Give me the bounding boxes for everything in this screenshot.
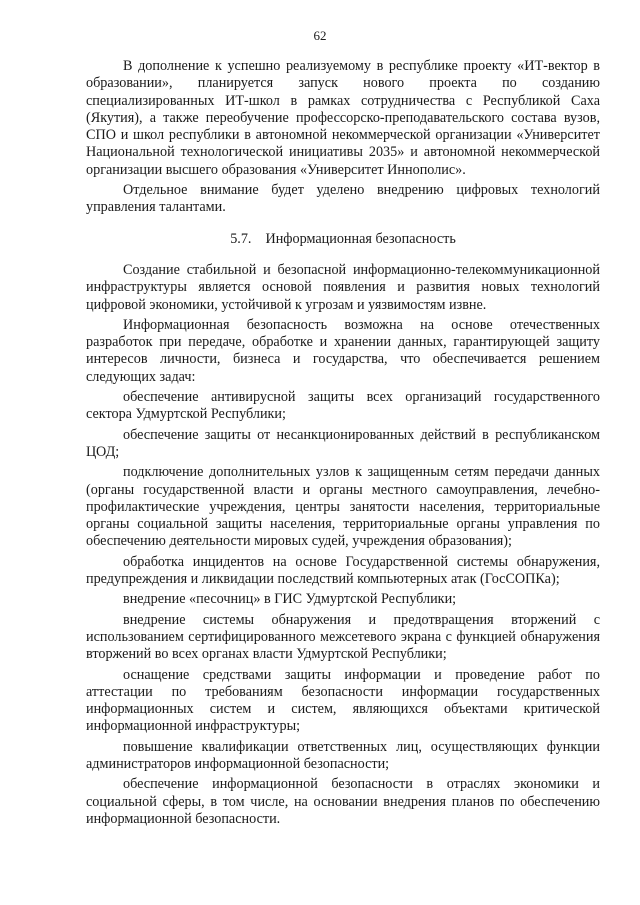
task-item: внедрение системы обнаружения и предотвращения вторжений с использованием сертифицированного межсетевого экрана с функцией обнаружения вторжений во всех органах власти Удмуртской Республики; <box>86 611 600 663</box>
paragraph: Информационная безопасность возможна на основе отечественных разработок при передаче, обработке и хранении данных, гарантирующей защиту интересов личности, бизнеса и государства, что обеспечивается решением следующих задач: <box>86 316 600 385</box>
task-item: повышение квалификации ответственных лиц, осуществляющих функции администраторов информационной безопасности; <box>86 738 600 772</box>
paragraph: Создание стабильной и безопасной информационно-телекоммуникационной инфраструктуры является основой появления и развития новых технологий цифровой экономики, устойчивой к угрозам и уязвимостям извне. <box>86 261 600 313</box>
page-number: 62 <box>313 28 327 43</box>
page-content <box>86 58 600 831</box>
section-heading <box>86 231 600 248</box>
section-number: 5.7. <box>230 230 252 247</box>
task-item: оснащение средствами защиты информации и проведение работ по аттестации по требованиям безопасности информации государственных информационных систем и систем, являющихся объектами критической информационной инфраструктуры; <box>86 666 600 735</box>
task-item: обеспечение антивирусной защиты всех организаций государственного сектора Удмуртской Республики; <box>86 389 600 423</box>
paragraph: Отдельное внимание будет уделено внедрению цифровых технологий управления талантами. <box>86 182 600 216</box>
task-item: обработка инцидентов на основе Государственной системы обнаружения, предупреждения и ликвидации последствий компьютерных атак (ГосСОПКа); <box>86 553 600 588</box>
task-item: подключение дополнительных узлов к защищенным сетям передачи данных (органы государственной власти и органы местного самоуправления, лечебно-профилактические учреждения, центры занятости населения, территориальные органы социальной защиты населения, территориальные органы управления по обеспечению деятельности мировых судей, учреждения образования); <box>86 464 600 550</box>
task-item: обеспечение информационной безопасности в отраслях экономики и социальной сферы, в том числе, на основании внедрения планов по обеспечению информационной безопасности. <box>86 776 600 827</box>
section-title: Информационная безопасность <box>265 230 456 247</box>
task-item: внедрение «песочниц» в ГИС Удмуртской Республики; <box>123 591 457 608</box>
task-item: обеспечение защиты от несанкционированных действий в республиканском ЦОД; <box>86 426 600 460</box>
paragraph: В дополнение к успешно реализуемому в республике проекту «ИТ-вектор в образовании», планируется запуск нового проекта по созданию специализированных ИТ-школ в рамках сотрудничества с Республикой Саха (Якутия), а также переобучение профессорско-преподавательского состава вузов, СПО и школ республики в автономной некоммерческой организации «Университет Национальной технологической инициативы 2035» и автономной некоммерческой организации высшего образования «Университет Иннополис». <box>86 58 600 178</box>
